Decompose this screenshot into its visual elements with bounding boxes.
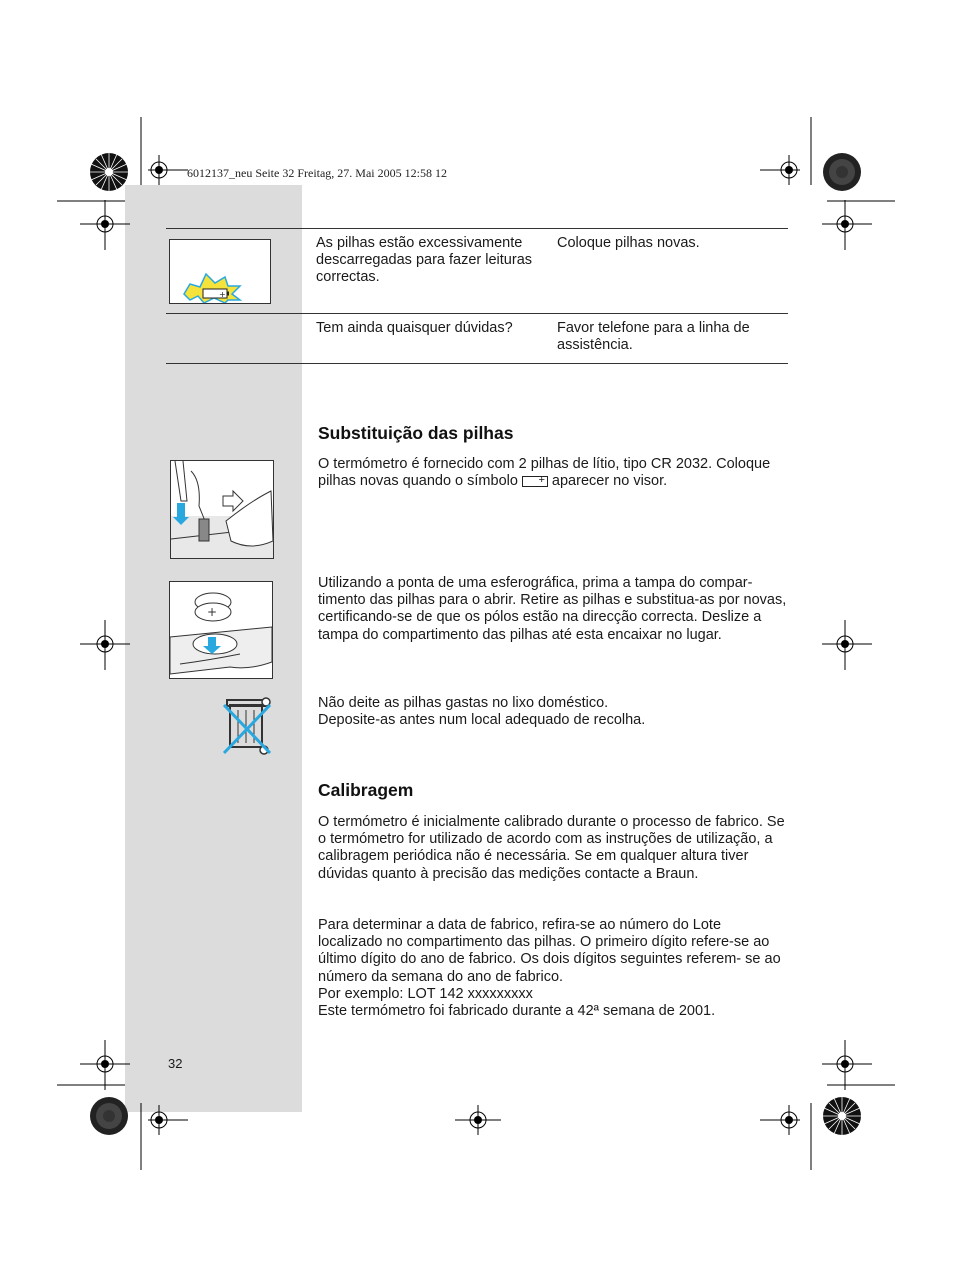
color-wheel-icon [88,1095,130,1137]
table-bottom-rule [166,363,788,364]
battery-intro-text-end: aparecer no visor. [551,473,668,490]
table-top-rule [166,228,788,229]
table-row-problem: As pilhas estão excessivamente descarregadas para fazer leituras correctas. [316,235,533,285]
registration-mark-icon [80,620,130,670]
registration-mark-icon [760,150,800,190]
print-header: 6012137_neu Seite 32 Freitag, 27. Mai 2005 12:58 12 [187,166,447,180]
calibration-paragraph: Para determinar a data de fabrico, refira-se ao número do Lote localizado no compartimento das pilhas. O primeiro dígito refere-se ao último dígito do ano de fabrico. Os dois dígitos seguintes referem- se ao número da semana do ano de fabrico. [318,917,781,985]
color-wheel-icon [821,151,863,193]
registration-mark-icon [822,620,872,670]
color-wheel-icon [88,151,130,193]
table-row-divider [166,313,788,314]
low-battery-display-icon [169,239,271,304]
table-row-solution: Favor telefone para a linha de assistência. [557,320,750,353]
pen-press-illustration [170,460,274,559]
svg-text:+: + [219,290,226,299]
calibration-lot-info [318,917,788,1020]
battery-replacement-illustration [169,581,273,679]
crossed-out-bin-icon [222,695,274,757]
section-title-calibration: Calibragem [318,780,414,800]
table-row-problem: Tem ainda quaisquer dúvidas? [316,320,513,336]
battery-intro-text: O termómetro é fornecido com 2 pilhas de lítio, tipo CR 2032. Coloque pilhas novas quando o símbolo [318,456,771,490]
registration-mark-icon [822,200,872,250]
calibration-result: Este termómetro foi fabricado durante a 42ª semana de 2001. [318,1003,716,1020]
section-title-battery: Substituição das pilhas [318,423,514,443]
page-number: 32 [168,1056,183,1071]
disposal-line: Deposite-as antes num local adequado de recolha. [318,712,646,729]
calibration-paragraph: O termómetro é inicialmente calibrado durante o processo de fabrico. Se o termómetro for utilizado de acordo com as instruções de utilização, a calibragem periódica não é necessária. Se em qualquer altura tiver dúvidas quanto à precisão das medições contacte a Braun. [318,814,785,882]
registration-mark-icon [822,1040,872,1090]
table-row-solution: Coloque pilhas novas. [557,235,700,251]
disposal-note [318,695,788,729]
registration-mark-icon [80,200,130,250]
disposal-line: Não deite as pilhas gastas no lixo doméstico. [318,695,609,711]
registration-mark-icon [148,1100,188,1140]
registration-mark-icon [455,1100,501,1140]
calibration-example: Por exemplo: LOT 142 xxxxxxxxx [318,985,533,1002]
battery-intro [318,456,788,490]
battery-procedure: Utilizando a ponta de uma esferográfica, prima a tampa do compar- timento das pilhas para o abrir. Retire as pilhas e substitua-as por novas, certificando-se de que os pólos estão na direcção correcta. Deslize a tampa do compartimento das pilhas até esta encaixar no lugar. [318,575,787,643]
registration-mark-icon [148,150,188,190]
color-wheel-icon [821,1095,863,1137]
registration-mark-icon [80,1040,130,1090]
registration-mark-icon [760,1100,800,1140]
svg-text:+: + [207,605,218,619]
battery-symbol-icon [522,476,548,487]
